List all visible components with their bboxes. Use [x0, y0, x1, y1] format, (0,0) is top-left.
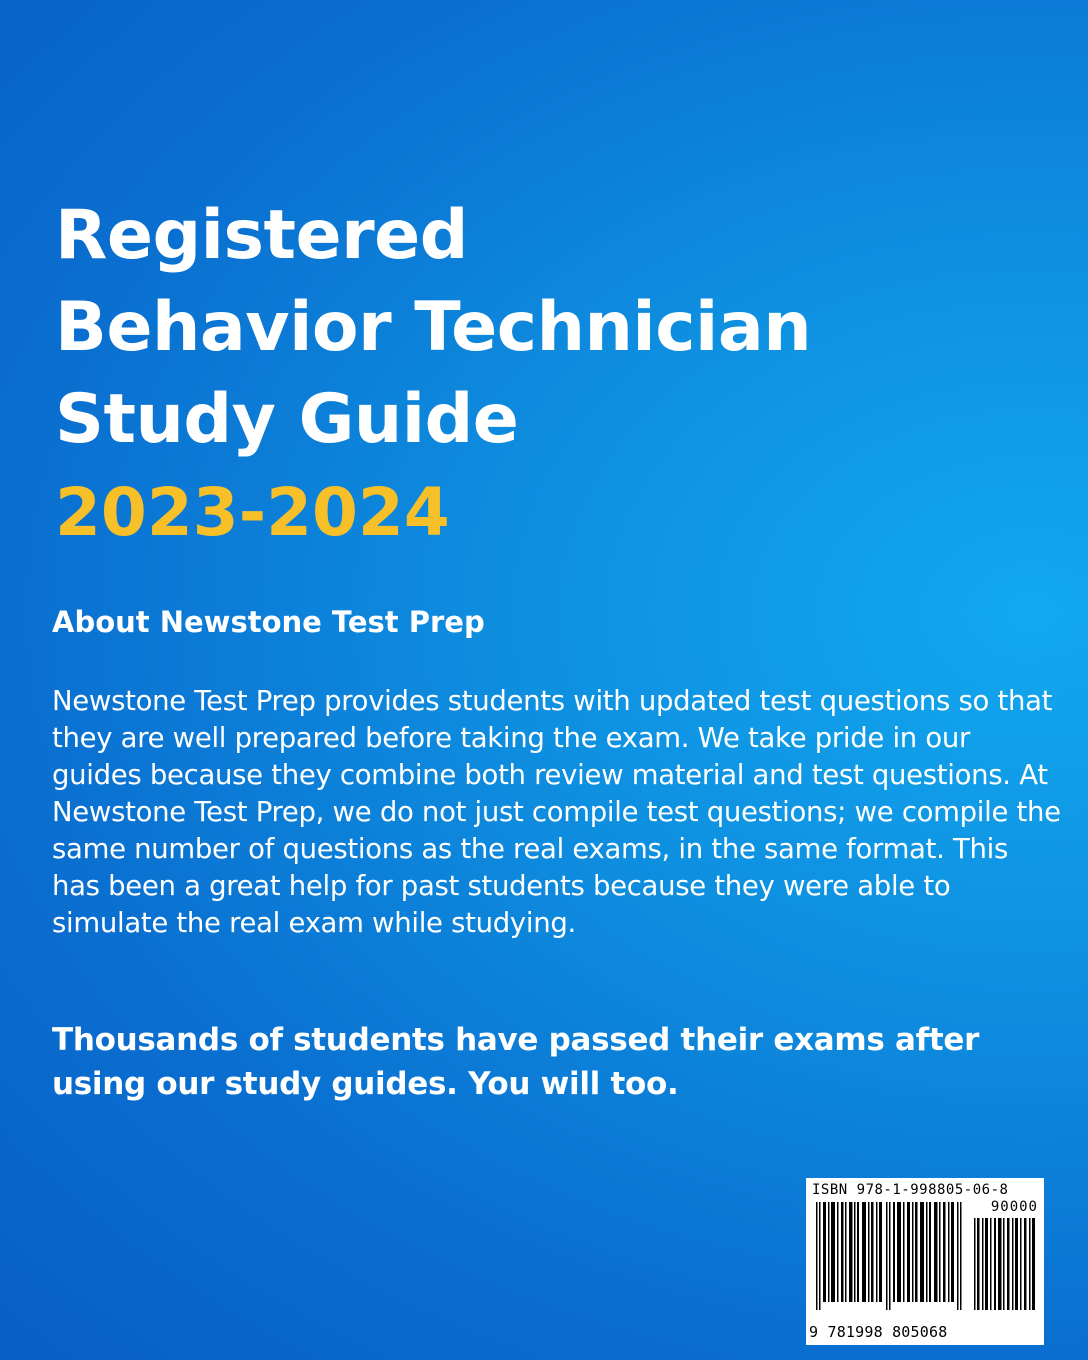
barcode-main-bars — [816, 1202, 966, 1310]
about-heading: About Newstone Test Prep — [52, 605, 485, 639]
title-line-2: Behavior Technician — [55, 288, 812, 367]
book-title — [55, 190, 811, 466]
isbn-number: ISBN 978-1-998805-06-8 — [812, 1182, 1009, 1198]
edition-year: 2023-2024 — [55, 474, 450, 551]
about-paragraph: Newstone Test Prep provides students with updated test questions so that they are well prepared before taking the exam. We take pride in our guides because they combine both review material and test questions. At Newstone Test Prep, we do not just compile test questions; we compile the same number of questions as the real exams, in the same format. This has been a great help for past students because they were able to simulate the real exam while studying. — [52, 685, 1061, 939]
price-code: 90000 — [990, 1199, 1038, 1215]
ean-digits: 9 781998 805068 — [809, 1323, 948, 1341]
tagline: Thousands of students have passed their exams after using our study guides. You will too. — [52, 1022, 980, 1102]
barcode-addon-bars — [974, 1218, 1038, 1310]
title-line-1: Registered — [55, 196, 468, 275]
title-line-3: Study Guide — [55, 380, 519, 459]
isbn-barcode — [806, 1178, 1044, 1345]
